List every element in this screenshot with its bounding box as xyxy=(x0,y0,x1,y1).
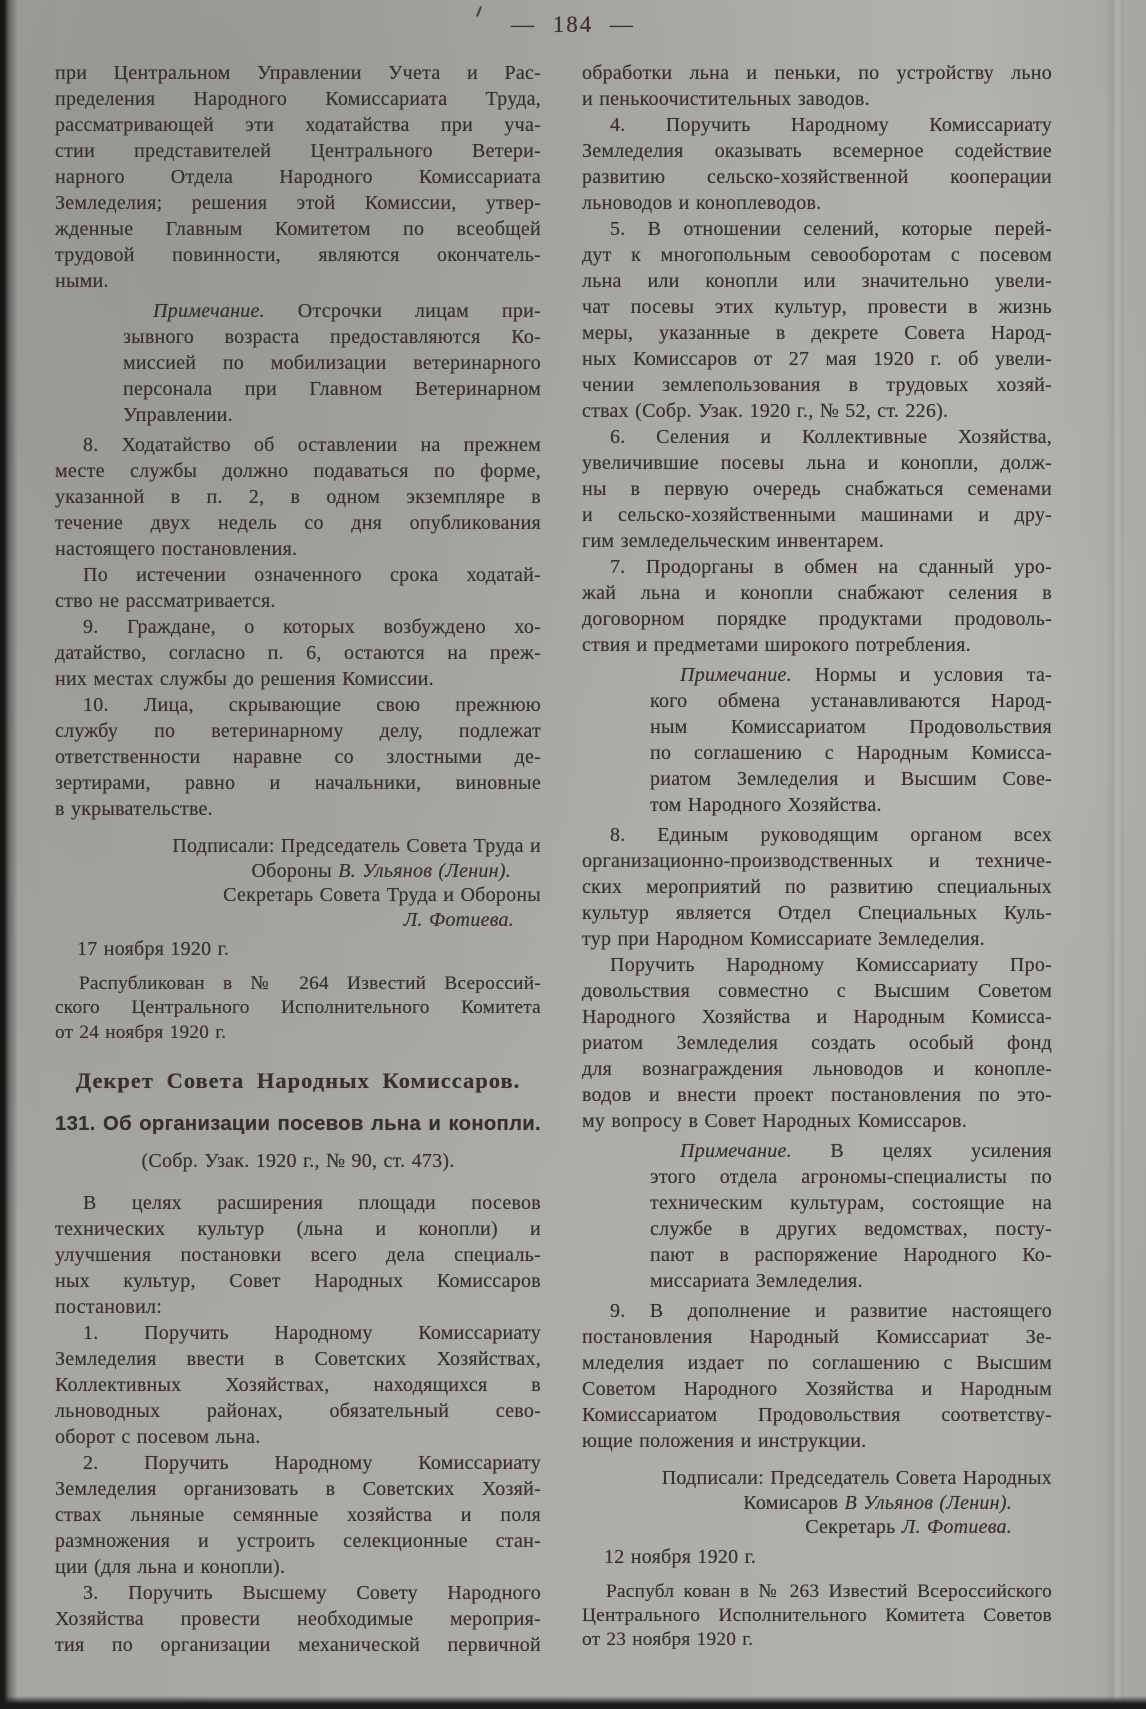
text-line: льноводных районах, обязательный сево- xyxy=(55,1399,541,1422)
text-line: Примечание. Отсрочки лицам при- xyxy=(153,300,541,322)
para-block xyxy=(582,1298,1052,1454)
text-line: от 24 ноября 1920 г. xyxy=(55,1021,227,1043)
text-line: ции (для льна и конопли). xyxy=(55,1555,286,1578)
text-line: риатом Земледелия и Высшим Сове- xyxy=(650,768,1052,790)
text-line: ответственности наравне со злостными де- xyxy=(55,746,541,768)
date-block xyxy=(55,937,541,962)
text-line: жденные Главным Комитетом по всеобщей xyxy=(55,218,541,240)
text-line: зертирами, равно и начальники, виновные xyxy=(55,772,541,794)
text-line: тур при Народном Комиссариате Земледелия. xyxy=(582,928,985,950)
text-line: Декрет Совета Народных Комиссаров. xyxy=(75,1067,521,1093)
text-line: Комиссариатом Продовольствия соответству- xyxy=(582,1404,1052,1426)
text-line: Распубликован в № 264 Известий Всероссий- xyxy=(79,973,541,994)
text-line: ствах льняные семянные хозяйства и поля xyxy=(55,1503,541,1526)
text-line: Земледелия организовать в Советских Хозяй- xyxy=(55,1477,541,1500)
text-line: 12 ноября 1920 г. xyxy=(604,1545,757,1568)
para-block xyxy=(55,60,541,294)
text-line: миссией по мобилизации ветеринарного xyxy=(123,352,541,374)
signature-name: В Ульянов (Ленин). xyxy=(844,1491,1012,1514)
text-line: при Центральном Управлении Учета и Рас- xyxy=(55,62,541,84)
text-line: постановления Народный Комиссариат Зе- xyxy=(582,1326,1052,1348)
text-line: Советом Народного Хозяйства и Народным xyxy=(582,1378,1052,1400)
para-block xyxy=(55,692,541,822)
note-block xyxy=(650,1138,1052,1294)
text-line: меры, указанные в декрете Совета Народ- xyxy=(582,322,1052,344)
text-line: техническим культурам, состоящие на xyxy=(650,1192,1052,1214)
note-lead: Примечание. xyxy=(680,1140,792,1162)
para-block xyxy=(55,1190,541,1320)
ref-block xyxy=(55,1148,541,1174)
text-line: чении землепользования в трудовых хозяй- xyxy=(582,374,1052,396)
scan-bottom-bar xyxy=(0,1696,1146,1709)
text-line: нарного Отдела Народного Комиссариата xyxy=(55,166,541,188)
para-block xyxy=(582,952,1052,1134)
text-line: ского Центрального Исполнительного Комитета xyxy=(55,997,541,1019)
sig-block xyxy=(582,1466,1052,1540)
text-line: и сельско-хозяйственными машинами и дру- xyxy=(582,504,1052,526)
text-line: довольствия совместно с Высшим Советом xyxy=(582,980,1052,1002)
text-line: 9. В дополнение и развитие настоящего xyxy=(610,1300,1052,1322)
text-line: Секретарь Совета Труда и Обороны xyxy=(223,884,541,906)
para-block xyxy=(582,60,1052,112)
text-line: Земледелия оказывать всемерное содействие xyxy=(582,140,1052,162)
text-line: ствах (Собр. Узак. 1920 г., № 52, ст. 226). xyxy=(582,400,949,422)
text-line: для вознаграждения льноводов и конопле- xyxy=(582,1058,1052,1080)
text-line: кого обмена устанавливаются Народ- xyxy=(650,690,1052,712)
text-line: датайство, согласно п. 6, остаются на преж- xyxy=(55,642,541,664)
text-line: договорном порядке продуктами продоволь- xyxy=(582,608,1052,630)
page-fold-crease xyxy=(1106,0,1124,1709)
para-block xyxy=(582,424,1052,554)
text-line: ство не рассматривается. xyxy=(55,590,276,612)
text-line: них местах службы до решения Комиссии. xyxy=(55,668,434,690)
text-line: стии представителей Центрального Ветери- xyxy=(55,140,541,162)
text-line xyxy=(55,908,541,933)
page-number: — 184 — xyxy=(511,12,635,37)
text-line: культур является Отдел Специальных Куль- xyxy=(582,902,1052,924)
page-left-edge-shadow xyxy=(0,0,18,1709)
text-line: Народного Хозяйства и Народным Комисса- xyxy=(582,1006,1052,1028)
text-line: службе в других ведомствах, посту- xyxy=(650,1218,1052,1240)
text-line: ских мероприятий по развитию специальных xyxy=(582,876,1052,898)
note-lead: Примечание. xyxy=(153,300,265,322)
text-line: (Собр. Узак. 1920 г., № 90, ст. 473). xyxy=(141,1149,455,1172)
text-line: 9. Граждане, о которых возбуждено хо- xyxy=(83,616,541,638)
signature-name: В. Ульянов (Ленин). xyxy=(338,859,511,882)
para-block xyxy=(55,562,541,614)
para-block xyxy=(55,1580,541,1658)
text-line: Подписали: Председатель Совета Труда и xyxy=(172,835,541,857)
text-line: 6. Селения и Коллективные Хозяйства, xyxy=(610,426,1052,448)
text-line: мледелия издает по соглашению с Высшим xyxy=(582,1352,1052,1374)
text-line: ствия и предметами широкого потребления. xyxy=(582,634,971,656)
text-line: Распубл кован в № 263 Известий Всероссийского xyxy=(606,1580,1052,1602)
text-line: 3. Поручить Высшему Совету Народного xyxy=(83,1581,541,1604)
text-line: пределения Народного Комиссариата Труда, xyxy=(55,88,541,110)
text-line: в укрывательстве. xyxy=(55,798,213,820)
text-line: по соглашению с Народным Комисса- xyxy=(650,742,1052,764)
text-line: Хозяйства провести необходимые мероприя- xyxy=(55,1607,541,1630)
text-line: указанной в п. 2, в одном экземпляре в xyxy=(55,486,541,508)
para-block xyxy=(55,1450,541,1580)
text-line: 1. Поручить Народному Комиссариату xyxy=(83,1321,541,1344)
text-line: Обороны В. Ульянов (Ленин). xyxy=(251,859,511,882)
para-block xyxy=(55,614,541,692)
text-line: льна или конопли или значительно увели- xyxy=(582,270,1052,292)
text-line: Подписали: Председатель Совета Народных xyxy=(661,1467,1052,1489)
text-line: 8. Ходатайство об оставлении на прежнем xyxy=(83,434,541,456)
text-line: Земледелия; решения этой Комиссии, утвер- xyxy=(55,192,541,214)
text-line: ными. xyxy=(55,270,109,292)
text-line: риатом Земледелия создать особый фонд xyxy=(582,1032,1052,1054)
text-line: Комисаров В Ульянов (Ленин). xyxy=(743,1491,1012,1514)
text-line: По истечении означенного срока ходатай- xyxy=(83,564,541,586)
date-block xyxy=(582,1545,1052,1570)
small-block xyxy=(55,972,541,1045)
sig-block xyxy=(55,834,541,932)
text-line: тия по организации механической первичной xyxy=(55,1633,541,1656)
text-line: 17 ноября 1920 г. xyxy=(77,938,230,960)
text-line: дут к многопольным севооборотам с посевом xyxy=(582,244,1052,266)
small-block xyxy=(582,1580,1052,1653)
text-line: 8. Единым руководящим органом всех xyxy=(610,824,1052,846)
para-block xyxy=(582,216,1052,424)
text-line: трудовой повинности, являются окончатель- xyxy=(55,244,541,266)
text-line: технических культур (льна и конопли) и xyxy=(55,1217,541,1240)
text-line: этого отдела агрономы-специалисты по xyxy=(650,1166,1052,1188)
text-line: ных Комиссаров от 27 мая 1920 г. об увели- xyxy=(582,348,1052,370)
signature-name: Л. Фотиева. xyxy=(901,1516,1012,1538)
text-line: улучшения постановки всего дела специаль- xyxy=(55,1243,541,1266)
note-lead: Примечание. xyxy=(680,664,792,686)
text-line: водов и внести проект постановления по это- xyxy=(582,1084,1052,1106)
text-line: Примечание. Нормы и условия та- xyxy=(680,664,1052,686)
text-line: гим земледельческим инвентарем. xyxy=(582,530,885,552)
text-line: Примечание. В целях усиления xyxy=(680,1140,1052,1162)
text-line: зывного возраста предоставляются Ко- xyxy=(123,326,541,348)
heading-block xyxy=(55,1067,541,1095)
text-line: Земледелия ввести в Советских Хозяйствах, xyxy=(55,1347,541,1370)
text-line: льноводов и коноплеводов. xyxy=(582,192,822,214)
text-line: Коллективных Хозяйствах, находящихся в xyxy=(55,1373,541,1396)
text-line: настоящего постановления. xyxy=(55,538,298,560)
text-line: службу по ветеринарному делу, подлежат xyxy=(55,720,541,742)
signature-name: Л. Фотиева. xyxy=(403,908,514,931)
note-block xyxy=(123,298,541,428)
text-line: и пенькоочистительных заводов. xyxy=(582,88,870,110)
note-block xyxy=(650,662,1052,818)
text-line: организационно-производственных и техниче- xyxy=(582,850,1052,872)
text-line: миссариата Земледелия. xyxy=(650,1270,863,1292)
text-line: 10. Лица, скрывающие свою прежнюю xyxy=(83,694,541,716)
para-block xyxy=(55,1320,541,1450)
text-line: Поручить Народному Комиссариату Про- xyxy=(610,954,1052,976)
text-line: Центрального Исполнительного Комитета Советов xyxy=(582,1604,1052,1626)
text-line: пают в распоряжение Народного Ко- xyxy=(650,1244,1052,1266)
text-line: 4. Поручить Народному Комиссариату xyxy=(610,114,1052,136)
text-line: от 23 ноября 1920 г. xyxy=(582,1629,754,1651)
subheading-block xyxy=(55,1111,541,1138)
text-line: постановил: xyxy=(55,1295,163,1318)
text-line: Секретарь Л. Фотиева. xyxy=(805,1516,1012,1538)
text-line: рассматривающей эти ходатайства при уча- xyxy=(55,114,541,136)
text-line: размножения и устроить селекционные стан- xyxy=(55,1529,541,1552)
right-column xyxy=(582,60,1052,1652)
text-line: Управлении. xyxy=(123,404,233,426)
text-line: персонала при Главном Ветеринарном xyxy=(123,378,541,400)
para-block xyxy=(582,822,1052,952)
text-line: чат посевы этих культур, провести в жизнь xyxy=(582,296,1052,318)
text-line: оборот с посевом льна. xyxy=(55,1425,261,1448)
left-column xyxy=(55,60,541,1658)
text-line: развитию сельско-хозяйственной кооперации xyxy=(582,166,1052,188)
text-line: течение двух недель со дня опубликования xyxy=(55,512,541,534)
text-line: жай льна и конопли снабжают селения в xyxy=(582,582,1052,604)
para-block xyxy=(55,432,541,562)
text-line: увеличившие посевы льна и конопли, долж- xyxy=(582,452,1052,474)
text-line: В целях расширения площади посевов xyxy=(83,1191,541,1214)
para-block xyxy=(582,112,1052,216)
text-line: 2. Поручить Народному Комиссариату xyxy=(83,1451,541,1474)
text-line: 131. Об организации посевов льна и конопли. xyxy=(55,1112,541,1135)
text-line: том Народного Хозяйства. xyxy=(650,794,882,816)
text-line: 7. Продорганы в обмен на сданный уро- xyxy=(610,556,1052,578)
text-line: 5. В отношении селений, которые перей- xyxy=(610,218,1052,240)
para-block xyxy=(582,554,1052,658)
text-line: месте службы должно подаваться по форме, xyxy=(55,460,541,482)
text-line: ных культур, Совет Народных Комиссаров xyxy=(55,1269,541,1292)
text-line: обработки льна и пеньки, по устройству льно xyxy=(582,62,1052,84)
text-line: ющие положения и инструкции. xyxy=(582,1430,867,1452)
text-line: ным Комиссариатом Продовольствия xyxy=(650,716,1052,738)
text-line: му вопросу в Совет Народных Комиссаров. xyxy=(582,1110,967,1132)
text-line: ны в первую очередь снабжаться семенами xyxy=(582,478,1052,500)
